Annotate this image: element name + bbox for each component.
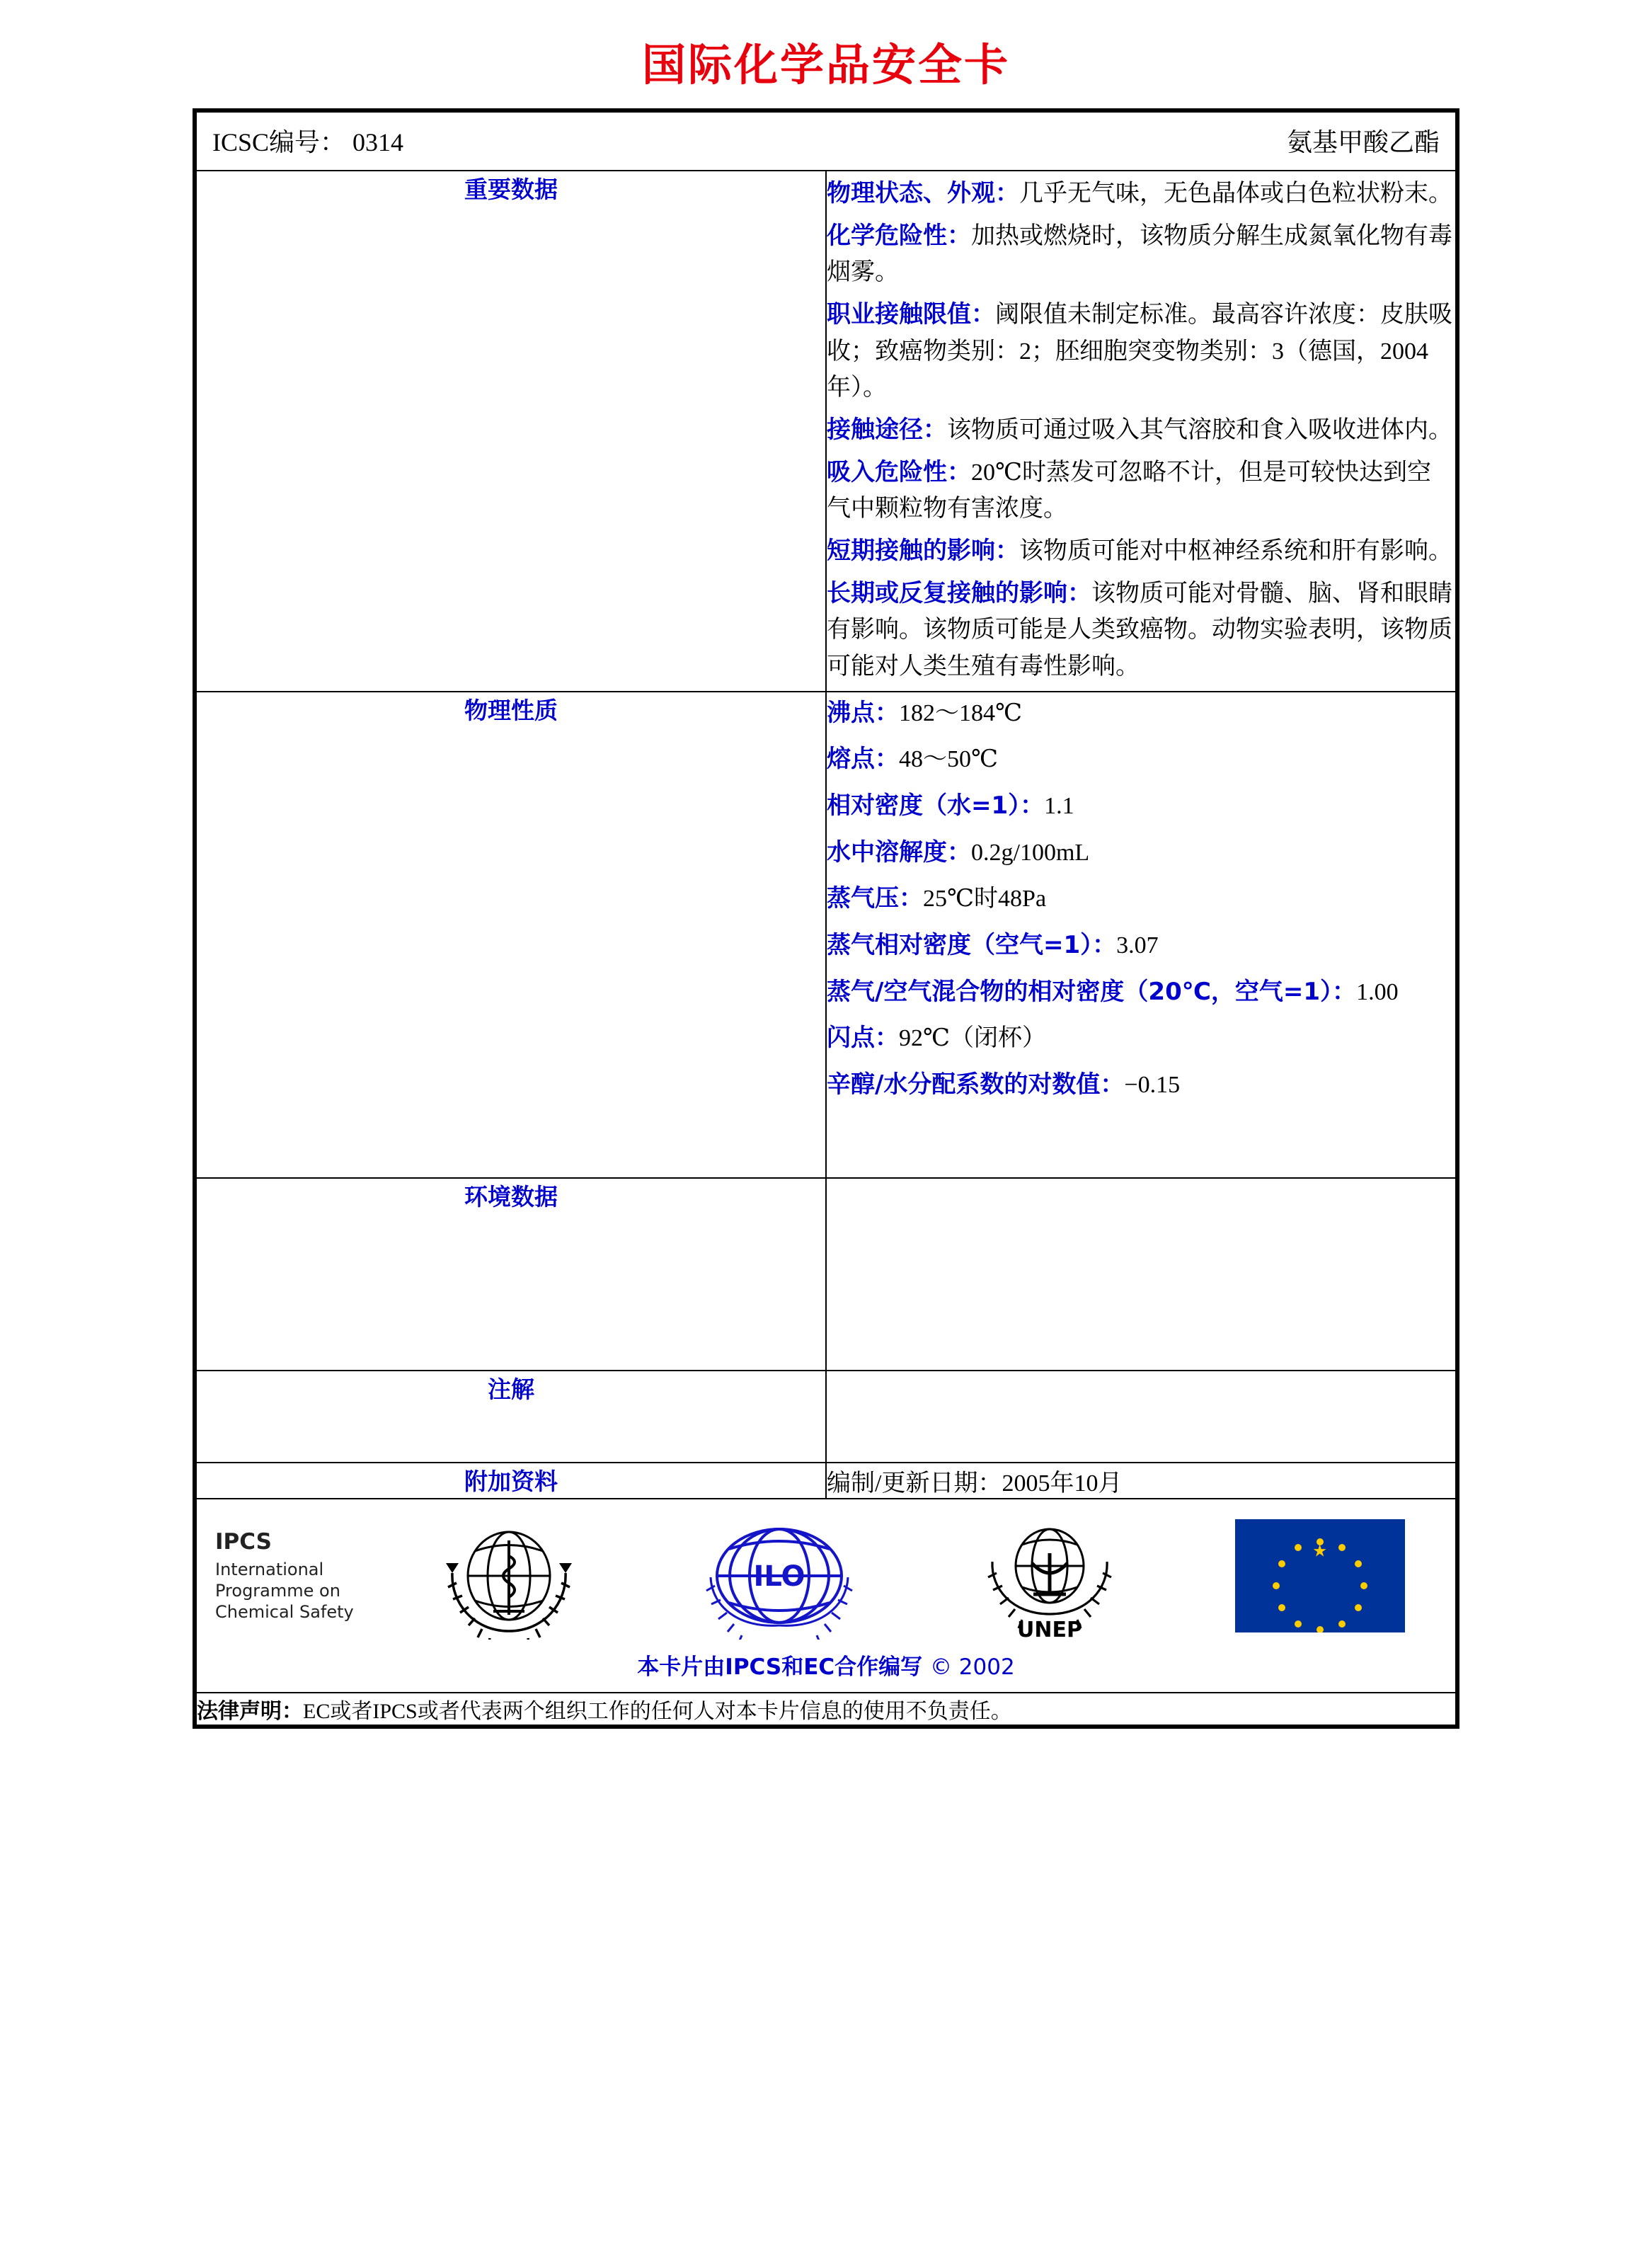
section-label-additional-info: 附加资料 bbox=[196, 1463, 826, 1499]
entry-value: 20℃时蒸发可忽略不计，但是可较快达到空气中颗粒物有害浓度。 bbox=[827, 459, 1432, 522]
ipcs-title: IPCS bbox=[215, 1529, 272, 1555]
entry-key: 蒸气压： bbox=[827, 884, 923, 913]
section-content-physical-properties bbox=[826, 692, 1456, 1178]
unep-logo-slot bbox=[914, 1511, 1185, 1642]
page-title: 国际化学品安全卡 bbox=[641, 39, 1010, 91]
entry-occupational-exposure-limits bbox=[827, 297, 1455, 406]
entry-chemical-danger bbox=[827, 218, 1455, 291]
logo-strip bbox=[197, 1499, 1455, 1646]
entry-boiling-point bbox=[827, 695, 1455, 732]
footer-logo-row bbox=[196, 1499, 1456, 1693]
entry-key: 短期接触的影响： bbox=[827, 537, 1019, 566]
ipcs-block bbox=[197, 1529, 374, 1623]
entry-value: 1.00 bbox=[1356, 978, 1399, 1005]
icsc-number-label: ICSC编号： bbox=[212, 128, 346, 156]
ipcs-subtitle-line: Programme on bbox=[215, 1581, 340, 1601]
entry-key: 接触途径： bbox=[827, 416, 947, 445]
icsc-number-block bbox=[212, 122, 403, 159]
ipcs-subtitle-line: Chemical Safety bbox=[215, 1602, 354, 1623]
section-label-important-data: 重要数据 bbox=[196, 171, 826, 692]
section-row-notes bbox=[196, 1371, 1456, 1463]
unep-label: UNEP bbox=[1017, 1617, 1082, 1642]
entry-value: 0.2g/100mL bbox=[971, 839, 1090, 866]
entry-vapour-pressure bbox=[827, 881, 1455, 917]
ilo-logo-slot bbox=[644, 1512, 914, 1640]
svg-text:ILO: ILO bbox=[753, 1560, 805, 1594]
section-content-environmental-data bbox=[826, 1178, 1456, 1371]
entry-value: 182～184℃ bbox=[899, 699, 1023, 726]
entry-value: −0.15 bbox=[1124, 1072, 1181, 1099]
who-logo bbox=[438, 1512, 580, 1640]
who-logo-slot bbox=[374, 1512, 644, 1640]
ipcs-subtitle bbox=[215, 1559, 374, 1623]
section-content-additional-info: 编制/更新日期：2005年10月 bbox=[826, 1463, 1456, 1499]
icsc-card bbox=[193, 108, 1459, 1729]
entry-key: 闪点： bbox=[827, 1024, 899, 1053]
entry-value: 几乎无气味，无色晶体或白色粒状粉末。 bbox=[1019, 181, 1452, 207]
section-content-important-data bbox=[826, 171, 1456, 692]
entry-routes-of-exposure bbox=[827, 412, 1455, 449]
entry-key: 熔点： bbox=[827, 745, 899, 774]
entry-value: 3.07 bbox=[1116, 932, 1159, 959]
legal-row bbox=[196, 1693, 1456, 1725]
copyright-text: © 2002 bbox=[929, 1654, 1015, 1680]
entry-key: 物理状态、外观： bbox=[827, 179, 1019, 207]
entry-short-term-effects bbox=[827, 533, 1455, 570]
entry-flash-point bbox=[827, 1020, 1455, 1057]
entry-value: 阈限值未制定标准。最高容许浓度：皮肤吸收；致癌物类别：2；胚细胞突变物类别：3（德国，2004年）。 bbox=[827, 302, 1452, 401]
entry-vapour-relative-density bbox=[827, 927, 1455, 964]
section-row-additional-info bbox=[196, 1463, 1456, 1499]
eu-flag-slot bbox=[1185, 1519, 1455, 1632]
card-header-row bbox=[196, 112, 1456, 171]
entry-water-solubility bbox=[827, 835, 1455, 871]
entry-key: 水中溶解度： bbox=[827, 837, 971, 867]
icsc-number-value: 0314 bbox=[352, 128, 404, 156]
credit-text: 本卡片由IPCS和EC合作编写 bbox=[637, 1654, 923, 1680]
entry-value: 该物质可能对骨髓、脑、肾和眼睛有影响。该物质可能是人类致癌物。动物实验表明，该物质可能对人类生殖有毒性影响。 bbox=[827, 580, 1452, 680]
section-label-notes: 注解 bbox=[196, 1371, 826, 1463]
entry-value: 该物质可通过吸入其气溶胶和食入吸收进体内。 bbox=[947, 417, 1452, 444]
entry-value: 48～50℃ bbox=[899, 746, 999, 773]
entry-vapour-air-mixture-density bbox=[827, 974, 1455, 1011]
entry-value: 加热或燃烧时，该物质分解生成氮氧化物有毒烟雾。 bbox=[827, 222, 1452, 286]
entry-value: 1.1 bbox=[1044, 793, 1074, 820]
entry-key: 相对密度（水=1）： bbox=[827, 791, 1045, 820]
legal-text: EC或者IPCS或者代表两个组织工作的任何人对本卡片信息的使用不负责任。 bbox=[303, 1699, 1012, 1723]
section-row-important-data bbox=[196, 171, 1456, 692]
section-label-physical-properties: 物理性质 bbox=[196, 692, 826, 1178]
entry-logpow bbox=[827, 1067, 1455, 1104]
icsc-table bbox=[195, 111, 1457, 1726]
legal-label: 法律声明： bbox=[197, 1698, 303, 1724]
section-content-notes bbox=[826, 1371, 1456, 1463]
entry-value: 92℃（闭杯） bbox=[899, 1025, 1047, 1052]
substance-name: 氨基甲酸乙酯 bbox=[1286, 128, 1440, 156]
entry-key: 长期或反复接触的影响： bbox=[827, 578, 1091, 607]
footer-logos-cell bbox=[196, 1499, 1456, 1693]
entry-key: 辛醇/水分配系数的对数值： bbox=[827, 1070, 1125, 1099]
entry-key: 职业接触限值： bbox=[827, 300, 995, 329]
ipcs-subtitle-line: International bbox=[215, 1560, 324, 1580]
ilo-logo bbox=[698, 1512, 861, 1640]
legal-notice bbox=[196, 1693, 1456, 1725]
entry-key: 化学危险性： bbox=[827, 221, 971, 250]
entry-relative-density bbox=[827, 788, 1455, 825]
entry-melting-point bbox=[827, 741, 1455, 778]
eu-flag bbox=[1235, 1519, 1405, 1632]
entry-key: 蒸气相对密度（空气=1）： bbox=[827, 931, 1117, 960]
entry-key: 蒸气/空气混合物的相对密度（20℃，空气=1）： bbox=[827, 977, 1357, 1006]
credit-line bbox=[197, 1646, 1455, 1692]
section-row-physical-properties bbox=[196, 692, 1456, 1178]
entry-key: 吸入危险性： bbox=[827, 457, 971, 486]
unep-logo bbox=[975, 1511, 1124, 1642]
section-label-environmental-data: 环境数据 bbox=[196, 1178, 826, 1371]
entry-value: 该物质可能对中枢神经系统和肝有影响。 bbox=[1019, 538, 1452, 565]
entry-inhalation-risk bbox=[827, 454, 1455, 527]
entry-long-term-effects bbox=[827, 576, 1455, 685]
entry-physical-state bbox=[827, 176, 1455, 212]
entry-key: 沸点： bbox=[827, 698, 899, 727]
section-row-environmental-data bbox=[196, 1178, 1456, 1371]
entry-value: 25℃时48Pa bbox=[923, 886, 1047, 913]
